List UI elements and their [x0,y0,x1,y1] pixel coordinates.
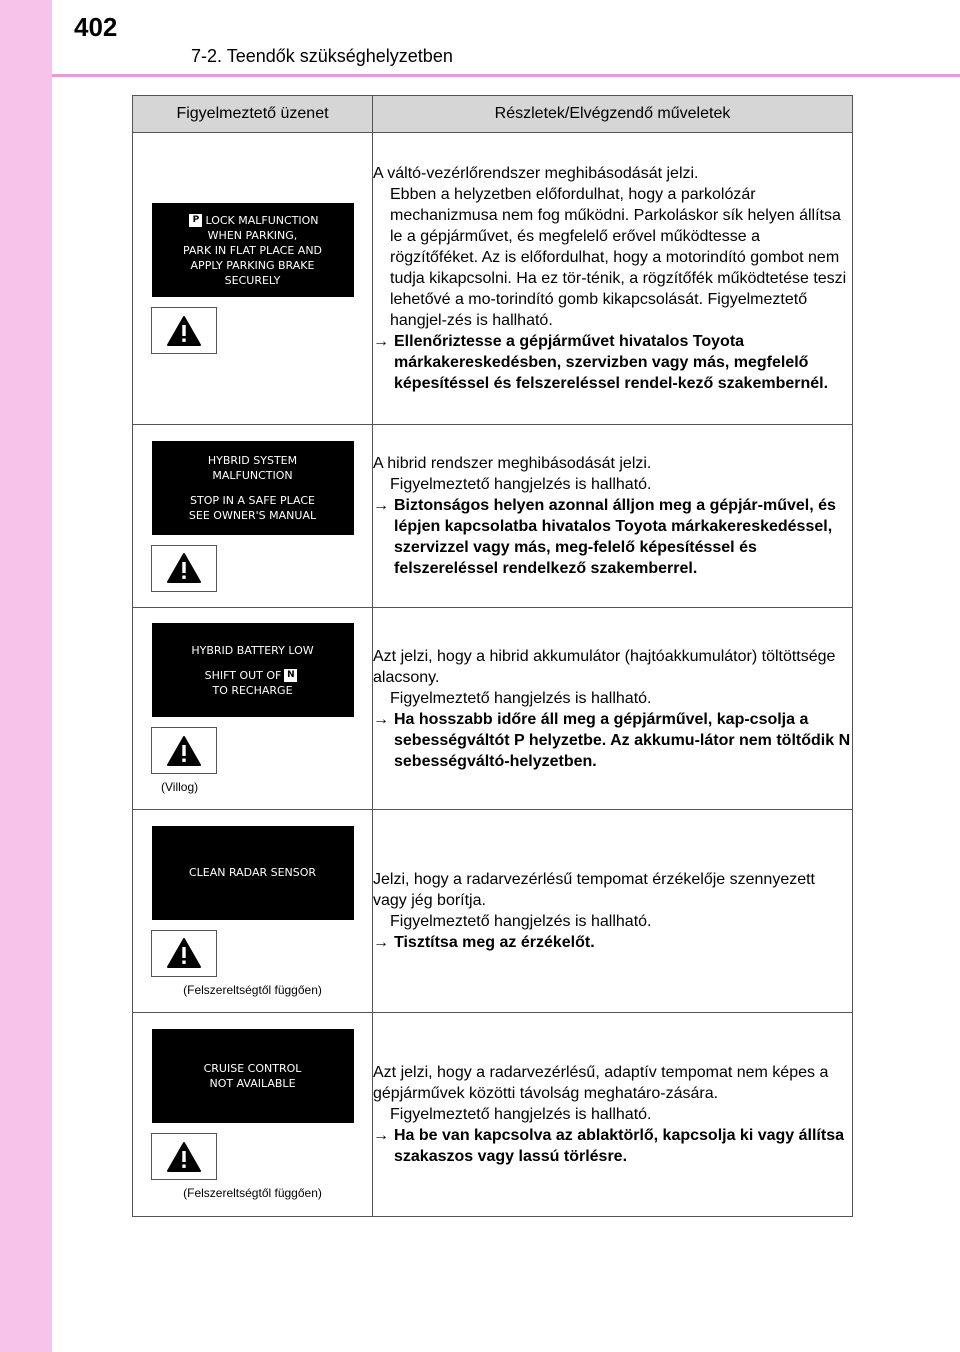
display-line: NOT AVAILABLE [209,1077,296,1090]
message-details-cell [373,133,853,425]
message-details-cell [373,1013,853,1217]
p-position-badge: P [189,214,202,227]
detail-text: Figyelmeztető hangjelzés is hallható. [390,1106,652,1123]
intro-text: A hibrid rendszer meghibásodását jelzi. [373,455,652,472]
warning-triangle-icon [151,930,217,977]
display-screen [152,826,354,920]
display-line: CLEAN RADAR SENSOR [188,866,317,879]
warning-triangle-icon [151,545,217,592]
display-screen [152,623,354,717]
header-rule [52,74,960,77]
warning-triangle-icon [151,1133,217,1180]
action-text: → Ha hosszabb időre áll meg a gépjárművel, kap-csolja a sebességváltót P helyzetbe. Az akkumu-látor nem töltődik N sebességváltó-helyzetben. [373,710,851,770]
message-image-cell [133,1013,373,1217]
detail-text: Figyelmeztető hangjelzés is hallható. [390,913,652,930]
n-position-badge: N [284,669,297,682]
column-header-message: Figyelmeztető üzenet [133,96,373,133]
table-header-row [133,96,853,133]
arrow-icon: → [373,333,389,350]
intro-text: Azt jelzi, hogy a radarvezérlésű, adaptív tempomat nem képes a gépjárművek közötti távolság meghatáro-zására. [373,1064,829,1102]
table-row [133,1013,853,1217]
display-line: SEE OWNER'S MANUAL [188,508,317,522]
display-line: P LOCK MALFUNCTION [186,213,318,228]
arrow-icon: → [373,1127,389,1144]
warning-triangle-icon [151,307,217,354]
display-line: MALFUNCTION [212,468,293,482]
action-text: → Tisztítsa meg az érzékelőt. [373,934,595,951]
arrow-icon: → [373,710,389,728]
column-header-details: Részletek/Elvégzendő műveletek [373,96,853,133]
table-row [133,810,853,1013]
display-line: WHEN PARKING, [207,228,298,242]
display-line: STOP IN A SAFE PLACE [190,493,315,507]
arrow-icon: → [373,497,389,514]
display-line: SHIFT OUT OF N [205,668,301,683]
display-screen [152,203,354,297]
action-text: → Biztonságos helyen azonnal álljon meg a gépjár-művel, és lépjen kapcsolatba hivatalos Toyota márkakereskedéssel, szervizzel vagy más, meg-felelő képesítéssel és felszereléssel rendelkező szakemberrel. [373,497,836,577]
display-screen [152,441,354,535]
message-details-cell [373,608,853,810]
arrow-icon: → [373,934,389,951]
display-note: (Villog) [161,780,199,794]
page-header [52,0,960,78]
display-line: SECURELY [224,273,281,287]
display-line: CRUISE CONTROL [203,1062,302,1075]
page-number: 402 [74,12,118,42]
display-line: HYBRID SYSTEM [207,453,298,467]
display-line: HYBRID BATTERY LOW [191,643,314,657]
message-image-cell [133,810,373,1013]
detail-text: Ebben a helyzetben előfordulhat, hogy a parkolózár mechanizmusa nem fog működni. Parkoláskor sík helyen állítsa le a gépjárművet, és megfelelő erővel működtesse a rögzítőféket. Az is előfordulhat, hogy a motorindító gombot nem tudja kikapcsolni. Ha ez tör-ténik, a rögzítőfék működtetése teszi lehetővé a mo-torindító gomb kikapcsolását. Figyelmeztető hangjel-zés is hallható. [390,186,847,329]
display-note: (Felszereltségtől függően) [183,982,322,997]
display-line: PARK IN FLAT PLACE AND [182,243,323,257]
display-line: TO RECHARGE [212,683,293,697]
display-line: APPLY PARKING BRAKE [190,258,315,272]
detail-text: Figyelmeztető hangjelzés is hallható. [390,476,652,493]
intro-text: Jelzi, hogy a radarvezérlésű tempomat érzékelője szennyezett vagy jég borítja. [373,871,815,909]
chapter-title: 7-2. Teendők szükséghelyzetben [191,46,453,66]
table-row [133,133,853,425]
table-row [133,425,853,608]
side-color-strip [0,0,52,1352]
detail-text: Figyelmeztető hangjelzés is hallható. [390,689,652,707]
warning-triangle-icon [151,727,217,774]
intro-text: A váltó-vezérlőrendszer meghibásodását jelzi. [373,165,699,182]
action-text: → Ha be van kapcsolva az ablaktörlő, kapcsolja ki vagy állítsa szakaszos vagy lassú törlésre. [373,1127,844,1165]
message-image-cell [133,133,373,425]
warning-message-table [132,95,853,1217]
message-details-cell [373,810,853,1013]
table-row [133,608,853,810]
display-note: (Felszereltségtől függően) [183,1186,322,1200]
display-screen [152,1029,354,1123]
message-image-cell [133,425,373,608]
message-image-cell [133,608,373,810]
message-details-cell [373,425,853,608]
action-text: → Ellenőriztesse a gépjárművet hivatalos Toyota márkakereskedésben, szervizben vagy más, megfelelő képesítéssel és felszereléssel rendel-kező szakembernél. [373,333,829,392]
intro-text: Azt jelzi, hogy a hibrid akkumulátor (hajtóakkumulátor) töltöttsége alacsony. [373,647,836,686]
